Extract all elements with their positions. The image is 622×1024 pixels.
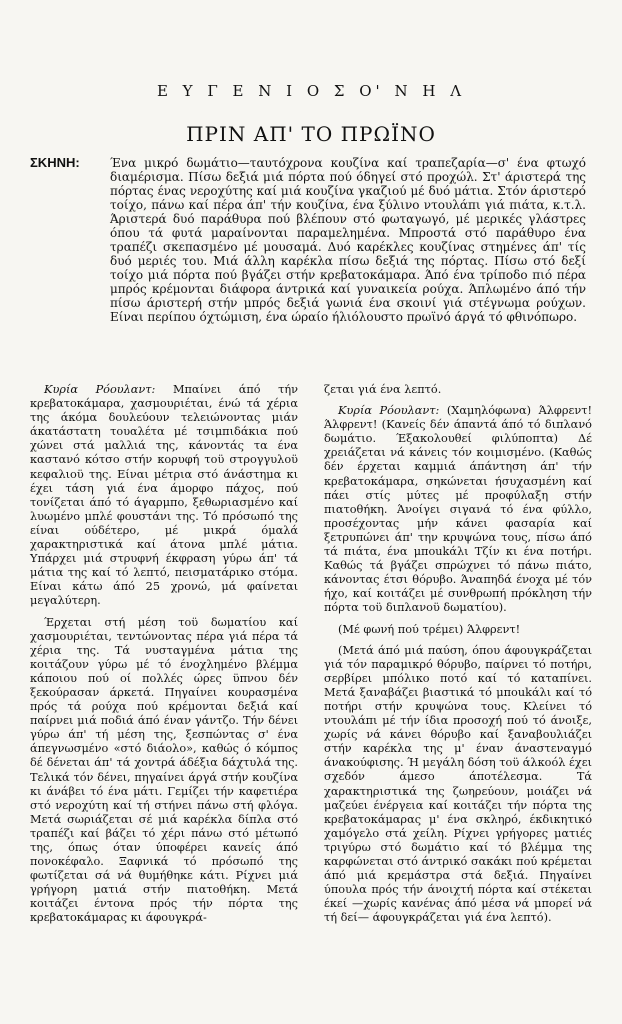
paragraph xyxy=(324,404,592,615)
scene-label: ΣΚΗΝΗ: xyxy=(30,155,80,170)
paragraph-text: Έρχεται στή μέση τοϋ δωματίου καί χασμουριέται, τεντώνοντας πέρα γιά πέρα τά χέρια της. Τά νυσταγμένα μάτια της κοιτάζουν γύρω μέ τό ένοχλημένο βλέμμα κάποιου πού οί πολλές ώρες ϋπνου δέν ξεκούρασαν άρκετά. Πηγαίνει κουρασμένα πρός τά ρούχα πού κρέμονται δεξιά καί παίρνει μιά ποδιά άπό έναν γάντζο. Τήν δένει γύρω άπ' τή μέση της, ξεσπώντας σ' ένα άπεγνωσμένο «στό διάολο», καθώς ό κόμπος δέ δένεται άπ' τά χοντρά άδέξια δάχτυλά της. Τελικά τόν δένει, πηγαίνει άργά στήν κουζίνα κι άνάβει τό ένα μάτι. Γεμίζει τήν καφετιέρα στό νεροχύτη καί τή στήνει πάνω στή φλόγα. Μετά σωριάζεται σέ μιά καρέκλα δίπλα στό τραπέζι καί βάζει τό χέρι πάνω στό μέτωπό της, όπως όταν ύποφέρει κανείς άπό πονοκέφαλο. Ξαφνικά τό πρόσωπό της φωτίζεται σά νά θυμήθηκε κάτι. Ρίχνει μιά γρήγορη ματιά στήν πιατοθήκη. Μετά κοιτάζει έντονα πρός τήν πόρτα της κρεβατοκάμαρας κι άφουγκρά- xyxy=(30,615,298,925)
left-column xyxy=(30,383,298,933)
author-name: Ε Υ Γ Ε Ν Ι Ο Σ Ο' Ν Η Λ xyxy=(156,82,466,100)
scene-description xyxy=(30,156,586,324)
paragraph-text: (Χαμηλόφωνα) Άλφρεντ! Άλφρεντ! (Κανείς δέν άπαντά άπό τό διπλανό δωμάτιο. Έξακολουθεί φιλύποπτα) Δέ χρειάζεται νά κάνεις τόν κοιμισμένο. (Καθώς δέν έρχεται καμμιά άπάντηση άπ' τήν κρεβατοκάμαρα, σηκώνεται ήσυχασμένη καί πάει στίς μύτες μέ προφύλαξη στήν πιατοθήκη. Άνοίγει σιγανά τό ένα φύλλο, προσέχοντας μήν κάνει φασαρία καί ξετρυπώνει άπ' την κρυψώνα τους, πίσω άπό τά πιάτα, ένα μποukάλι Τζίν κι ένα ποτήρι. Καθώς τά βγάζει σπρώχνει τό πάνω πιάτο, κάνοντας έτσι θόρυβο. Άναπηδά ένοχα μέ τόν ήχο, καί κοιτάζει μέ συνθρωπή πρόκληση τήν πόρτα τοϋ διπλανοϋ δωματίου). xyxy=(324,404,592,615)
paragraph xyxy=(30,383,298,609)
right-column xyxy=(324,383,592,933)
paragraph xyxy=(324,644,592,926)
play-title: ΠΡΙΝ ΑΠ' ΤΟ ΠΡΩΪΝΟ xyxy=(186,122,436,146)
paragraph xyxy=(324,623,592,637)
speaker-name: Κυρία Ρόουλαντ: xyxy=(338,404,440,418)
speaker-name: Κυρία Ρόουλαντ: xyxy=(44,383,156,396)
scene-text: Ένα μικρό δωμάτιο—ταυτόχρονα κουζίνα καί τραπεζαρία—σ' ένα φτωχό διαμέρισμα. Πίσω δεξιά μιά πόρτα πού όδηγεί στό προχώλ. Στ' άριστερά της πόρτας ένας νεροχύτης καί μιά κουζίνα γκαζιού μέ δυό μάτια. Στόν άριστερό τοίχο, πάνω καί πέρα άπ' τήν κουζίνα, ένα ξύλινο ντουλάπι γιά πιάτα, κ.τ.λ. Άριστερά δυό παράθυρα πού βλέπουν στό φωταγωγό, μέ μερικές γλάστρες όπου τά φυτά μαραίνονται παραμελημένα. Μπροστά στό παράθυρο ένα τραπέζι σκεπασμένο μέ μουσαμά. Δυό καρέκλες κουζίνας στημένες άπ' τίς δυό μεριές του. Μιά άλλη καρέκλα πίσω δεξιά της πόρτας. Πίσω στό δεξί τοίχο μιά πόρτα πού βγάζει στήν κρεβατοκάμαρα. Άπό ένα τρίποδο πιό πέρα μπρός κρέμονται διάφορα άντρικά καί γυναικεία ρούχα. Άπλωμένο άπό τήν πίσω άριστερή στήν μπρός δεξιά γωνιά ένα σκοινί γιά στέγνωμα ρούχων. Είναι περίπου όχτώμιση, ένα ώραίο ήλιόλουστο πρωϊνό άργά τό φθινόπωρο. xyxy=(110,156,586,324)
paragraph-text: (Μετά άπό μιά παύση, όπου άφουγκράζεται γιά τόν παραμικρό θόρυβο, παίρνει τό ποτήρι, σερβίρει μπόλικο ποτό καί τό καταπίνει. Μετά ξαναβάζει βιαστικά τό μποukάλι καί τό ποτήρι στήν κρυψώνα τους. Κλείνει τό ντουλάπι μέ τήν ίδια προσοχή πού τό άνοιξε, χωρίς νά κάνει θόρυβο καί ξαναβουλιάζει στήν καρέκλα της μ' έναν άναστεναγμό άνακούφισης. Ή μεγάλη δόση τοϋ άλκοόλ έχει σχεδόν άμεσο άποτέλεσμα. Τά χαρακτηριστικά της ζωηρεύουν, μοιάζει νά μαζεύει ένέργεια καί κοιτάζει τήν πόρτα της κρεβατοκάμαρας μ' ένα σκληρό, έκδικητικό χαμόγελο στά χείλη. Ρίχνει γρήγορες ματιές τριγύρω στό δωμάτιο καί τό βλέμμα της καρφώνεται στό άντρικό σακάκι πού κρέμεται άπό μιά κρεμάστρα στά δεξιά. Πηγαίνει ύπουλα πρός τήν άνοιχτή πόρτα καί στέκεται έκεί —χωρίς κανένας άπό μέσα νά μπορεί νά τή δεί— άφουγκράζεται γιά ένα λεπτό). xyxy=(324,643,592,925)
text-columns xyxy=(30,383,592,933)
paragraph-text: (Μέ φωνή πού τρέμει) Άλφρεντ! xyxy=(338,622,521,636)
paragraph xyxy=(324,383,592,397)
paragraph-text: ζεται γιά ένα λεπτό. xyxy=(324,383,442,396)
paragraph-text: Μπαίνει άπό τήν κρεβατοκάμαρα, χασμουριέται, ένώ τά χέρια της άκόμα δουλεύουν τελειώνοντας μιάν άκατάστατη τουαλέτα μέ τσιμπιδάκια πού χώνει στά μαλλιά της, κάνοντάς τα ένα καστανό κότσο στήν κορυφή τοϋ στρογγυλοϋ κεφαλιοϋ της. Είναι μέτρια στό άνάστημα κι έχει τάση γιά ένα άμορφο πάχος, πού τονίζεται άπό τό άγαρμπο, ξεθωριασμένο καί λυωμένο μπλέ φουστάνι της. Τό πρόσωπό της είναι ούδέτερο, μέ μικρά όμαλά χαρακτηριστικά καί άτονα μπλέ μάτια. Υπάρχει μιά στρυφνή έκφραση γύρω άπ' τά μάτια της καί τό λεπτό, πεισματάρικο στόμα. Είναι κάτω άπό 25 χρονώ, μά φαίνεται μεγαλύτερη. xyxy=(30,383,299,608)
paragraph xyxy=(30,616,298,926)
